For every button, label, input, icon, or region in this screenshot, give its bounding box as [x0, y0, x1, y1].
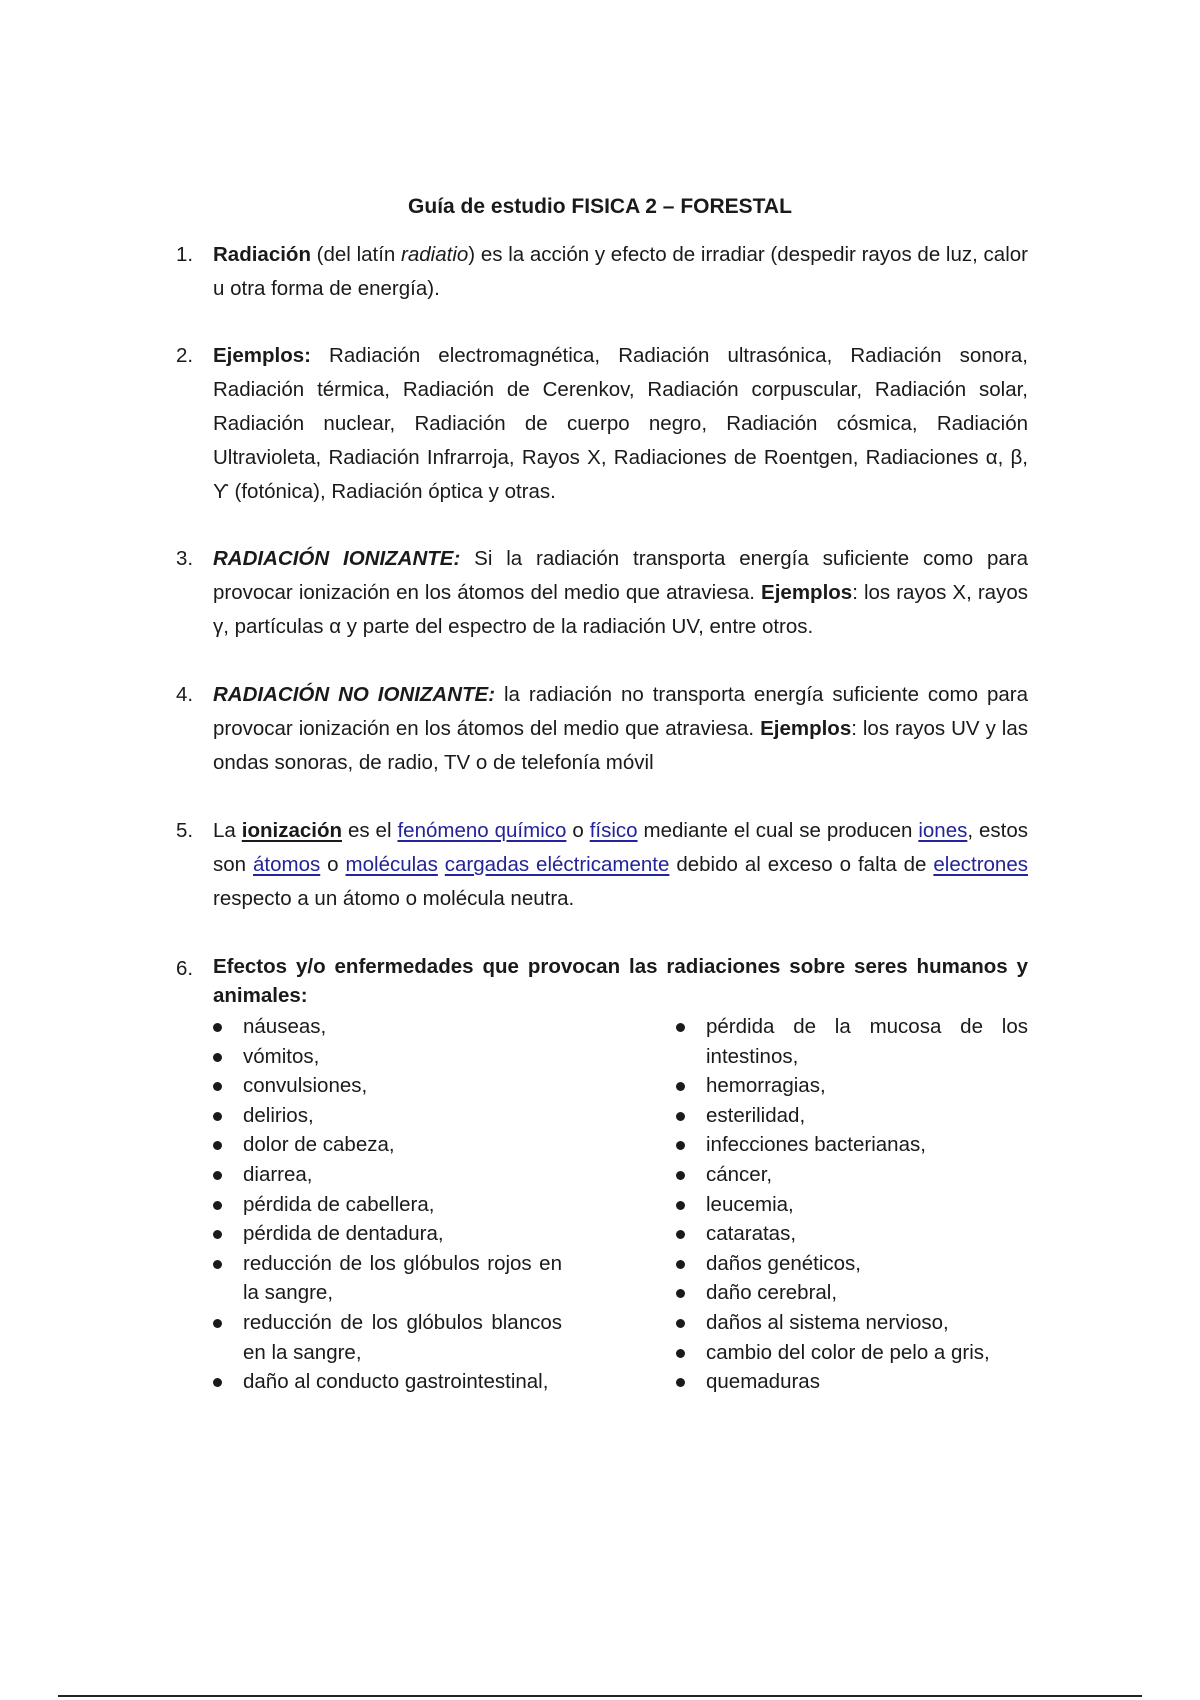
link-ionizacion[interactable]: ionización: [241, 819, 342, 842]
list-item-1: [176, 238, 1028, 306]
item-number: 2.: [176, 344, 194, 367]
effect-item: [213, 1160, 562, 1190]
list-item-3: [176, 542, 1028, 644]
effect-item: [676, 1190, 1028, 1220]
effect-text: convulsiones,: [243, 1074, 368, 1098]
effect-item: [676, 1071, 1028, 1101]
effect-item: [676, 1012, 1028, 1071]
bullet-icon: [213, 1378, 222, 1387]
item-text: Radiación electromagnética, Radiación ultrasónica, Radiación sonora, Radiación térmica, Radiación de Cerenkov, Radiación corpuscular, Radiación solar, Radiación nuclear, Radiación de cuerpo negro, Radiación cósmica, Radiación Ultravioleta, Radiación Infrarroja, Rayos X, Radiaciones de Roentgen, Radiaciones α, β, ϒ (fotónica), Radiación óptica y otras.: [213, 344, 1028, 503]
effects-list-left: [213, 1012, 562, 1397]
effect-text: reducción de los glóbulos blancos en la sangre,: [243, 1310, 562, 1364]
item-body: [213, 238, 1028, 306]
bullet-icon: [213, 1112, 222, 1121]
item-text: [438, 853, 445, 876]
effect-item: [213, 1308, 562, 1367]
link-fenomeno-quimico[interactable]: fenómeno químico: [397, 819, 567, 842]
bullet-icon: [676, 1201, 685, 1210]
examples-label: Ejemplos: [760, 717, 852, 740]
bullet-icon: [676, 1023, 685, 1032]
item-body: [213, 542, 1028, 644]
effect-text: dolor de cabeza,: [243, 1133, 395, 1157]
effect-item: [213, 1367, 562, 1397]
effect-text: pérdida de dentadura,: [243, 1222, 444, 1246]
term-radiacion-no-ionizante: RADIACIÓN NO IONIZANTE:: [213, 683, 496, 706]
list-item-2: [176, 339, 1028, 509]
effect-item: [676, 1101, 1028, 1131]
bullet-icon: [676, 1378, 685, 1387]
item-text: (del latín: [310, 243, 402, 266]
item-text: Si la radiación transporta energía suficiente como para provocar ionización en los átomos del medio que atraviesa.: [213, 547, 1029, 604]
bullet-icon: [213, 1053, 222, 1062]
effect-item: [676, 1160, 1028, 1190]
effect-item: [676, 1130, 1028, 1160]
effect-text: delirios,: [243, 1103, 314, 1127]
page-title: Guía de estudio FISICA 2 – FORESTAL: [408, 195, 792, 218]
effects-list-right: [676, 1012, 1028, 1397]
item-body: [213, 339, 1028, 509]
latin-word: radiatio: [401, 243, 469, 266]
effect-text: cambio del color de pelo a gris,: [706, 1340, 990, 1364]
item-text: , estos son: [213, 819, 1029, 876]
effect-text: leucemia,: [706, 1192, 794, 1216]
effect-text: cataratas,: [706, 1222, 797, 1246]
item-text: La: [213, 819, 242, 842]
effect-text: pérdida de la mucosa de los intestinos,: [706, 1015, 1028, 1068]
link-iones[interactable]: iones: [918, 819, 968, 842]
item-body: [213, 814, 1028, 916]
effect-item: [213, 1190, 562, 1220]
effect-text: pérdida de cabellera,: [243, 1192, 435, 1216]
item-text: ) es la acción y efecto de irradiar (despedir rayos de luz, calor u otra forma de energía).: [213, 243, 1028, 300]
bullet-icon: [213, 1082, 222, 1091]
effect-text: quemaduras: [706, 1370, 820, 1394]
effect-text: daño al conducto gastrointestinal,: [243, 1370, 549, 1394]
effect-item: [676, 1219, 1028, 1249]
bullet-icon: [676, 1141, 685, 1150]
link-electrones[interactable]: electrones: [933, 853, 1028, 876]
effect-text: daños al sistema nervioso,: [706, 1310, 949, 1334]
effect-text: daños genéticos,: [706, 1251, 862, 1275]
item-number: 1.: [176, 243, 194, 266]
item-text: o: [320, 853, 346, 876]
item-text: es el: [342, 819, 398, 842]
item-text: mediante el cual se producen: [637, 819, 919, 842]
item-number: 5.: [176, 819, 194, 842]
list-item-6: [176, 952, 1028, 1010]
effect-item: [676, 1338, 1028, 1368]
term-radiacion-ionizante: RADIACIÓN IONIZANTE:: [213, 547, 461, 570]
item-number: 4.: [176, 683, 194, 706]
examples-label: Ejemplos: [761, 581, 853, 604]
bullet-icon: [676, 1171, 685, 1180]
bullet-icon: [213, 1230, 222, 1239]
list-item-5: [176, 814, 1028, 916]
bullet-icon: [213, 1141, 222, 1150]
item-body: [213, 678, 1028, 780]
bullet-icon: [213, 1023, 222, 1032]
effect-text: daño cerebral,: [706, 1281, 838, 1305]
footer-divider: [58, 1695, 1142, 1697]
effects-heading: Efectos y/o enfermedades que provocan las radiaciones sobre seres humanos y animales:: [213, 955, 1028, 1007]
effect-text: reducción de los glóbulos rojos en la sangre,: [243, 1251, 562, 1305]
effect-item: [676, 1367, 1028, 1397]
bullet-icon: [676, 1082, 685, 1091]
bullet-icon: [213, 1319, 222, 1328]
effect-item: [213, 1249, 562, 1308]
effect-item: [213, 1042, 562, 1072]
effect-item: [213, 1071, 562, 1101]
bullet-icon: [213, 1260, 222, 1269]
effect-item: [213, 1219, 562, 1249]
item-text: la radiación no transporta energía suficiente como para provocar ionización en los átomos del medio que atraviesa.: [213, 683, 1028, 740]
effect-text: infecciones bacterianas,: [706, 1133, 926, 1157]
effect-item: [676, 1308, 1028, 1338]
effect-text: diarrea,: [243, 1162, 313, 1186]
effect-text: hemorragias,: [706, 1074, 826, 1098]
bullet-icon: [676, 1319, 685, 1328]
effect-item: [213, 1130, 562, 1160]
item-text: debido al exceso o falta de: [669, 853, 934, 876]
bullet-icon: [213, 1171, 222, 1180]
effect-text: náuseas,: [243, 1015, 327, 1038]
effect-item: [213, 1012, 562, 1042]
term-radiacion: Radiación: [213, 243, 311, 266]
item-text: : los rayos UV y las ondas sonoras, de radio, TV o de telefonía móvil: [213, 717, 1028, 774]
item-number: 6.: [176, 957, 194, 980]
bullet-icon: [676, 1112, 685, 1121]
bullet-icon: [676, 1260, 685, 1269]
link-fisico[interactable]: físico: [589, 819, 638, 842]
item-text: : los rayos X, rayos γ, partículas α y parte del espectro de la radiación UV, entre otros.: [213, 581, 1028, 638]
effect-item: [676, 1278, 1028, 1308]
link-cargadas-electricamente[interactable]: cargadas eléctricamente: [444, 853, 670, 876]
bullet-icon: [213, 1201, 222, 1210]
list-item-4: [176, 678, 1028, 780]
bullet-icon: [676, 1349, 685, 1358]
link-atomos[interactable]: átomos: [253, 853, 321, 876]
item-text: o: [566, 819, 590, 842]
bullet-icon: [676, 1289, 685, 1298]
effect-text: cáncer,: [706, 1162, 773, 1186]
item-number: 3.: [176, 547, 194, 570]
bullet-icon: [676, 1230, 685, 1239]
item-text: respecto a un átomo o molécula neutra.: [213, 887, 575, 910]
effect-text: vómitos,: [243, 1044, 320, 1068]
effect-text: esterilidad,: [706, 1103, 806, 1127]
effect-item: [213, 1101, 562, 1131]
link-moleculas[interactable]: moléculas: [345, 853, 438, 876]
term-ejemplos: Ejemplos:: [213, 344, 311, 367]
effect-item: [676, 1249, 1028, 1279]
